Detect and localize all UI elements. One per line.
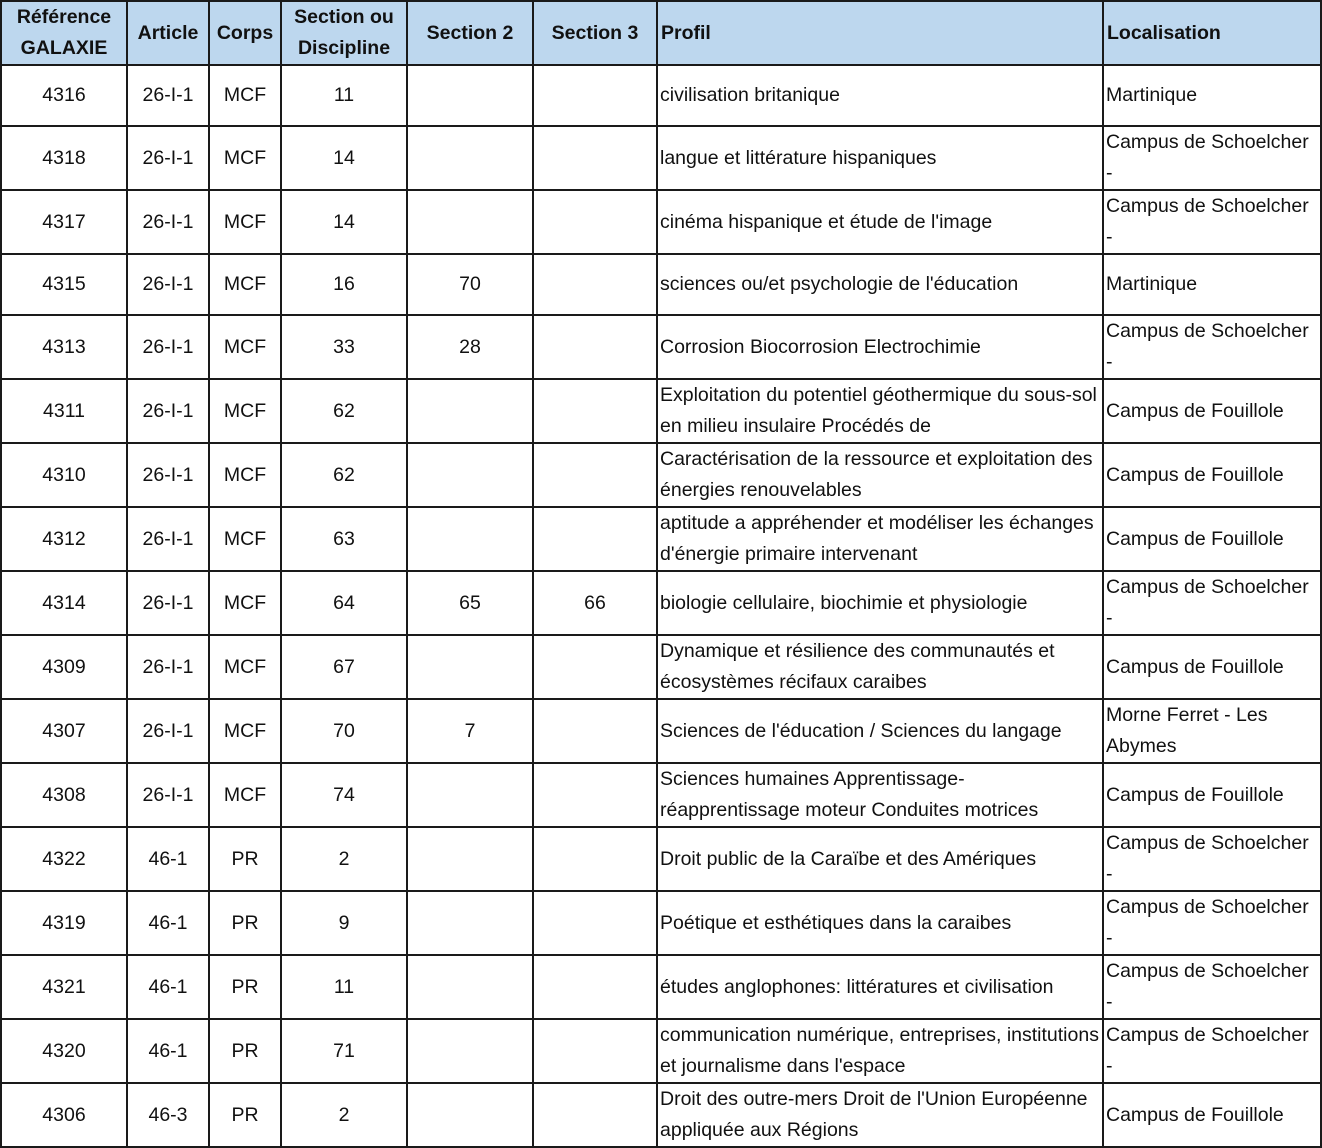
header-section: Section ou Discipline (281, 1, 407, 65)
table-row (1, 763, 1321, 827)
cell-localisation (1103, 699, 1321, 763)
cell-section-3 (533, 443, 657, 507)
cell-localisation (1103, 254, 1321, 315)
cell-profil-text: Droit public de la Caraïbe et des Amériques (660, 847, 1037, 870)
table-row (1, 955, 1321, 1019)
cell-localisation (1103, 315, 1321, 379)
cell-corps: PR (209, 891, 281, 955)
cell-section: 14 (281, 126, 407, 190)
cell-section-2 (407, 827, 533, 891)
cell-section-3 (533, 891, 657, 955)
cell-article: 46-1 (127, 1019, 209, 1083)
cell-section-2 (407, 126, 533, 190)
cell-corps: MCF (209, 379, 281, 443)
cell-profil (657, 1019, 1103, 1083)
table-row (1, 1019, 1321, 1083)
cell-localisation-text: Campus de Schoelcher - (1106, 320, 1309, 373)
cell-section: 11 (281, 955, 407, 1019)
cell-corps: MCF (209, 635, 281, 699)
cell-article: 46-1 (127, 891, 209, 955)
cell-section-2 (407, 65, 533, 126)
cell-reference: 4311 (1, 379, 127, 443)
cell-reference: 4310 (1, 443, 127, 507)
cell-profil-text: Corrosion Biocorrosion Electrochimie (660, 335, 981, 358)
cell-localisation (1103, 65, 1321, 126)
cell-article: 26-I-1 (127, 763, 209, 827)
cell-corps: MCF (209, 507, 281, 571)
cell-localisation-text: Campus de Schoelcher - (1106, 832, 1309, 885)
cell-reference: 4318 (1, 126, 127, 190)
cell-reference: 4322 (1, 827, 127, 891)
cell-profil-text: Poétique et esthétiques dans la caraibes (660, 911, 1012, 934)
cell-localisation-text: Morne Ferret - Les Abymes (1106, 704, 1268, 757)
cell-localisation (1103, 763, 1321, 827)
header-section-3: Section 3 (533, 1, 657, 65)
cell-section-2 (407, 379, 533, 443)
cell-article: 26-I-1 (127, 443, 209, 507)
cell-reference: 4321 (1, 955, 127, 1019)
cell-localisation-text: Campus de Fouillole (1106, 463, 1284, 486)
cell-section-2 (407, 955, 533, 1019)
cell-section-3 (533, 507, 657, 571)
cell-section-2 (407, 1083, 533, 1147)
cell-profil (657, 699, 1103, 763)
cell-profil (657, 315, 1103, 379)
cell-article: 26-I-1 (127, 65, 209, 126)
cell-localisation (1103, 379, 1321, 443)
cell-corps: MCF (209, 443, 281, 507)
cell-profil-text: Sciences de l'éducation / Sciences du langage (660, 719, 1062, 742)
cell-article: 26-I-1 (127, 379, 209, 443)
cell-profil (657, 443, 1103, 507)
cell-corps: MCF (209, 190, 281, 254)
cell-section: 63 (281, 507, 407, 571)
cell-article: 26-I-1 (127, 635, 209, 699)
cell-profil (657, 254, 1103, 315)
cell-corps: PR (209, 1019, 281, 1083)
cell-profil-text: Droit des outre-mers Droit de l'Union Européenne appliquée aux Régions (660, 1088, 1088, 1141)
cell-section-2 (407, 891, 533, 955)
header-section-2: Section 2 (407, 1, 533, 65)
cell-article: 26-I-1 (127, 571, 209, 635)
cell-section: 2 (281, 1083, 407, 1147)
table-row (1, 126, 1321, 190)
cell-localisation-text: Campus de Fouillole (1106, 1103, 1284, 1126)
cell-section-3 (533, 379, 657, 443)
header-row (1, 1, 1321, 65)
cell-profil-text: études anglophones: littératures et civilisation (660, 975, 1054, 998)
cell-section-2 (407, 1019, 533, 1083)
cell-reference: 4316 (1, 65, 127, 126)
table-row (1, 443, 1321, 507)
cell-reference: 4313 (1, 315, 127, 379)
table-row (1, 190, 1321, 254)
cell-article: 46-3 (127, 1083, 209, 1147)
cell-section: 33 (281, 315, 407, 379)
cell-section-3 (533, 315, 657, 379)
cell-localisation (1103, 1019, 1321, 1083)
cell-section-3 (533, 827, 657, 891)
cell-section: 71 (281, 1019, 407, 1083)
cell-section: 16 (281, 254, 407, 315)
cell-article: 26-I-1 (127, 126, 209, 190)
cell-section-2 (407, 443, 533, 507)
cell-article: 26-I-1 (127, 190, 209, 254)
cell-localisation-text: Campus de Schoelcher - (1106, 195, 1309, 248)
cell-profil (657, 827, 1103, 891)
table-row (1, 699, 1321, 763)
cell-profil-text: Exploitation du potentiel géothermique du sous-sol en milieu insulaire Procédés de (660, 384, 1097, 437)
cell-localisation (1103, 891, 1321, 955)
cell-localisation-text: Martinique (1106, 273, 1198, 295)
cell-localisation (1103, 635, 1321, 699)
table-row (1, 254, 1321, 315)
header-reference: Référence GALAXIE (1, 1, 127, 65)
cell-profil (657, 571, 1103, 635)
table-row (1, 315, 1321, 379)
cell-profil (657, 635, 1103, 699)
cell-localisation (1103, 126, 1321, 190)
cell-section: 2 (281, 827, 407, 891)
cell-localisation (1103, 571, 1321, 635)
cell-section: 62 (281, 379, 407, 443)
cell-section: 70 (281, 699, 407, 763)
cell-section-3 (533, 254, 657, 315)
cell-section-2 (407, 507, 533, 571)
cell-localisation-text: Campus de Schoelcher - (1106, 1024, 1309, 1077)
cell-section-3 (533, 126, 657, 190)
cell-profil (657, 507, 1103, 571)
header-profil: Profil (657, 1, 1103, 65)
table-body (1, 65, 1321, 1147)
header-corps: Corps (209, 1, 281, 65)
cell-corps: MCF (209, 254, 281, 315)
cell-section-2 (407, 190, 533, 254)
cell-article: 46-1 (127, 955, 209, 1019)
cell-profil (657, 379, 1103, 443)
cell-reference: 4306 (1, 1083, 127, 1147)
cell-corps: PR (209, 827, 281, 891)
cell-section: 64 (281, 571, 407, 635)
cell-corps: MCF (209, 315, 281, 379)
cell-section: 67 (281, 635, 407, 699)
cell-corps: MCF (209, 571, 281, 635)
cell-section-2: 7 (407, 699, 533, 763)
table-row (1, 507, 1321, 571)
cell-article: 46-1 (127, 827, 209, 891)
cell-reference: 4309 (1, 635, 127, 699)
table-row (1, 1083, 1321, 1147)
cell-localisation-text: Campus de Fouillole (1106, 655, 1284, 678)
cell-localisation-text: Martinique (1106, 84, 1198, 106)
cell-localisation-text: Campus de Schoelcher - (1106, 960, 1309, 1013)
cell-section-3 (533, 955, 657, 1019)
cell-profil (657, 65, 1103, 126)
cell-localisation (1103, 827, 1321, 891)
cell-profil-text: langue et littérature hispaniques (660, 146, 937, 169)
cell-localisation-text: Campus de Fouillole (1106, 399, 1284, 422)
cell-corps: MCF (209, 65, 281, 126)
cell-section-3 (533, 635, 657, 699)
cell-profil-text: Dynamique et résilience des communautés et écosystèmes récifaux caraibes (660, 640, 1055, 693)
cell-section-2: 70 (407, 254, 533, 315)
cell-localisation-text: Campus de Schoelcher - (1106, 131, 1309, 184)
cell-corps: PR (209, 1083, 281, 1147)
cell-corps: MCF (209, 126, 281, 190)
cell-profil (657, 763, 1103, 827)
table-row (1, 379, 1321, 443)
cell-section-2 (407, 763, 533, 827)
cell-profil (657, 190, 1103, 254)
cell-section-3 (533, 1083, 657, 1147)
cell-section-2 (407, 635, 533, 699)
header-article: Article (127, 1, 209, 65)
cell-section: 9 (281, 891, 407, 955)
cell-section-2: 28 (407, 315, 533, 379)
cell-section-3 (533, 699, 657, 763)
cell-section: 62 (281, 443, 407, 507)
cell-section-2: 65 (407, 571, 533, 635)
cell-reference: 4314 (1, 571, 127, 635)
cell-reference: 4307 (1, 699, 127, 763)
cell-article: 26-I-1 (127, 699, 209, 763)
cell-reference: 4317 (1, 190, 127, 254)
cell-localisation-text: Campus de Fouillole (1106, 527, 1284, 550)
cell-localisation (1103, 955, 1321, 1019)
cell-profil-text: cinéma hispanique et étude de l'image (660, 210, 993, 233)
cell-article: 26-I-1 (127, 315, 209, 379)
table-row (1, 891, 1321, 955)
cell-section-3 (533, 1019, 657, 1083)
cell-section: 14 (281, 190, 407, 254)
cell-reference: 4319 (1, 891, 127, 955)
cell-localisation-text: Campus de Schoelcher - (1106, 576, 1309, 629)
cell-profil (657, 891, 1103, 955)
cell-localisation-text: Campus de Schoelcher - (1106, 896, 1309, 949)
cell-article: 26-I-1 (127, 507, 209, 571)
cell-section-3 (533, 763, 657, 827)
table-row (1, 65, 1321, 126)
cell-reference: 4320 (1, 1019, 127, 1083)
cell-section-3: 66 (533, 571, 657, 635)
table-row (1, 827, 1321, 891)
cell-reference: 4315 (1, 254, 127, 315)
cell-section-3 (533, 190, 657, 254)
cell-reference: 4312 (1, 507, 127, 571)
cell-profil (657, 955, 1103, 1019)
cell-profil-text: communication numérique, entreprises, institutions et journalisme dans l'espace (660, 1024, 1099, 1077)
cell-profil (657, 126, 1103, 190)
cell-corps: MCF (209, 699, 281, 763)
cell-section: 11 (281, 65, 407, 126)
cell-profil-text: biologie cellulaire, biochimie et physiologie (660, 591, 1028, 614)
cell-profil-text: sciences ou/et psychologie de l'éducation (660, 273, 1019, 295)
table-row (1, 571, 1321, 635)
table-row (1, 635, 1321, 699)
cell-localisation-text: Campus de Fouillole (1106, 783, 1284, 806)
cell-profil-text: civilisation britanique (660, 84, 840, 106)
cell-corps: PR (209, 955, 281, 1019)
cell-profil-text: Sciences humaines Apprentissage-réapprentissage moteur Conduites motrices (660, 768, 1039, 821)
cell-profil-text: Caractérisation de la ressource et exploitation des énergies renouvelables (660, 448, 1093, 501)
header-localisation: Localisation (1103, 1, 1321, 65)
cell-corps: MCF (209, 763, 281, 827)
cell-section: 74 (281, 763, 407, 827)
cell-profil-text: aptitude a appréhender et modéliser les échanges d'énergie primaire intervenant (660, 512, 1094, 565)
cell-localisation (1103, 190, 1321, 254)
cell-article: 26-I-1 (127, 254, 209, 315)
cell-localisation (1103, 507, 1321, 571)
cell-reference: 4308 (1, 763, 127, 827)
cell-section-3 (533, 65, 657, 126)
cell-localisation (1103, 443, 1321, 507)
cell-profil (657, 1083, 1103, 1147)
cell-localisation (1103, 1083, 1321, 1147)
